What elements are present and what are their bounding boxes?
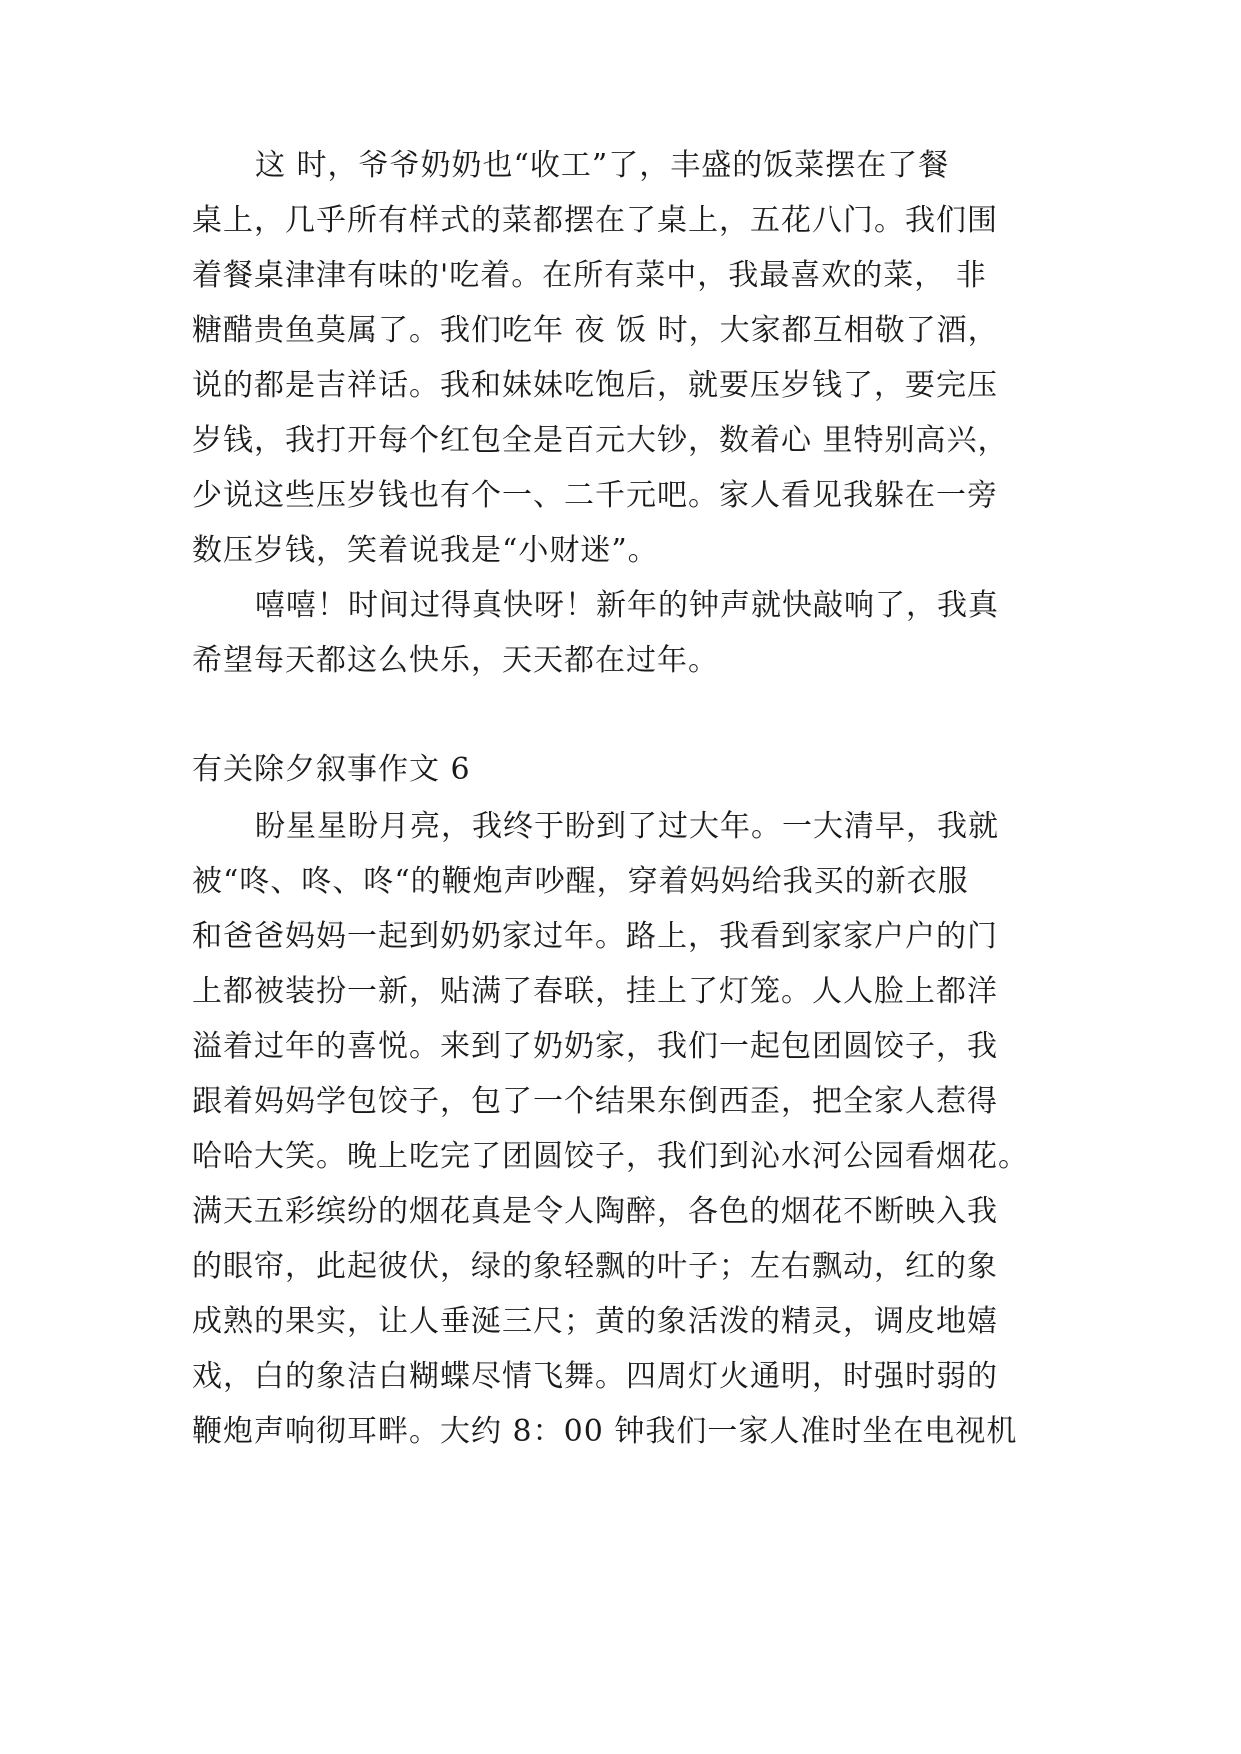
paragraph-line: 着餐桌津津有味的'吃着。在所有菜中，我最喜欢的菜， 非 [192,258,987,293]
paragraph-line: 桌上，几乎所有样式的菜都摆在了桌上，五花八门。我们围 [192,203,998,238]
paragraph-line: 被“咚、咚、咚“的鞭炮声吵醒，穿着妈妈给我买的新衣服 [192,864,969,899]
paragraph-line: 少说这些压岁钱也有个一、二千元吧。家人看见我躲在一旁 [192,478,998,513]
paragraph-line: 的眼帘，此起彼伏，绿的象轻飘的叶子；左右飘动，红的象 [192,1249,998,1284]
paragraph-line: 哈哈大笑。晚上吃完了团圆饺子，我们到沁水河公园看烟花。 [192,1139,1029,1174]
paragraph-line: 嘻嘻！时间过得真快呀！新年的钟声就快敲响了，我真 [255,588,999,623]
paragraph-line: 成熟的果实，让人垂涎三尺；黄的象活泼的精灵，调皮地嬉 [192,1304,998,1339]
section-heading: 有关除夕叙事作文 6 [192,752,471,787]
paragraph-line: 溢着过年的喜悦。来到了奶奶家，我们一起包团圆饺子，我 [192,1029,998,1064]
paragraph-line: 跟着妈妈学包饺子，包了一个结果东倒西歪，把全家人惹得 [192,1084,998,1119]
paragraph-line: 盼星星盼月亮，我终于盼到了过大年。一大清早，我就 [255,809,999,844]
paragraph-line: 上都被装扮一新，贴满了春联，挂上了灯笼。人人脸上都洋 [192,974,998,1009]
paragraph-line: 这 时，爷爷奶奶也“收工”了，丰盛的饭菜摆在了餐 [255,148,950,183]
paragraph-line: 糖醋贵鱼莫属了。我们吃年 夜 饭 时，大家都互相敬了酒， [192,313,999,348]
paragraph-line: 希望每天都这么快乐，天天都在过年。 [192,643,719,678]
paragraph-line: 数压岁钱，笑着说我是“小财迷”。 [192,533,659,568]
paragraph-line: 岁钱，我打开每个红包全是百元大钞，数着心 里特别高兴， [192,423,1009,458]
paragraph-line: 戏，白的象洁白糊蝶尽情飞舞。四周灯火通明，时强时弱的 [192,1359,998,1394]
paragraph-line: 满天五彩缤纷的烟花真是令人陶醉，各色的烟花不断映入我 [192,1194,998,1229]
paragraph-line: 鞭炮声响彻耳畔。大约 8：00 钟我们一家人准时坐在电视机 [192,1414,1018,1449]
paragraph-line: 和爸爸妈妈一起到奶奶家过年。路上，我看到家家户户的门 [192,919,998,954]
paragraph-line: 说的都是吉祥话。我和妹妹吃饱后，就要压岁钱了，要完压 [192,368,998,403]
